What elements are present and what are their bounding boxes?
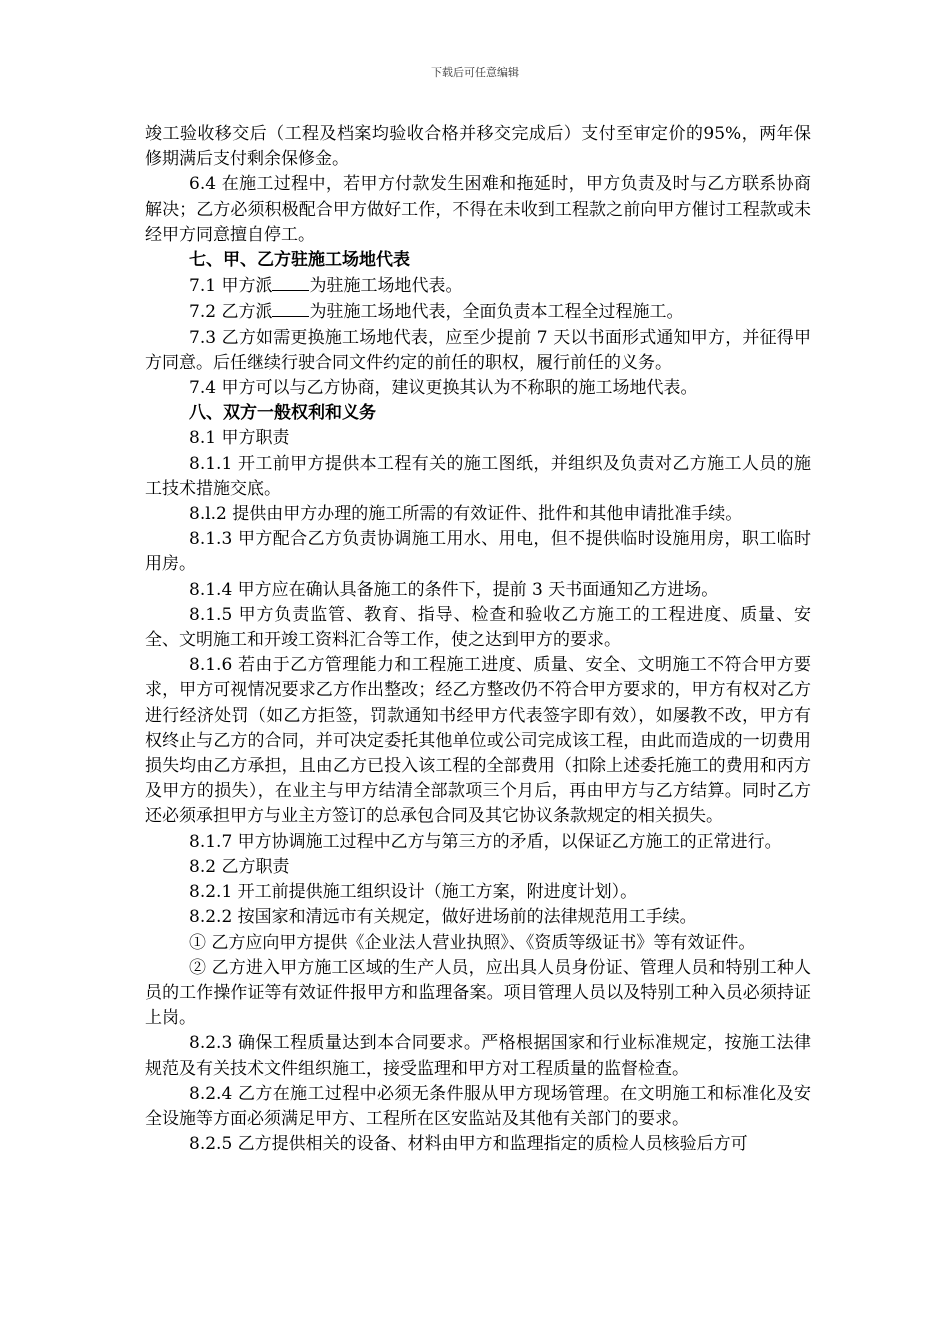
paragraph: ② 乙方进入甲方施工区域的生产人员，应出具人员身份证、管理人员和特别工种人员的工作操作证等有效证件报甲方和监理备案。项目管理人员以及特别工种入员必须持证上岗。	[145, 957, 811, 1029]
paragraph-with-blank	[145, 273, 811, 299]
paragraph: 8.2.3 确保工程质量达到本合同要求。严格根据国家和行业标准规定，按施工法律规范及有关技术文件组织施工，接受监理和甲方对工程质量的监督检查。	[145, 1033, 811, 1079]
paragraph: 8.2.4 乙方在施工过程中必须无条件服从甲方现场管理。在文明施工和标准化及安全设施等方面必须满足甲方、工程所在区安监站及其他有关部门的要求。	[145, 1083, 811, 1129]
paragraph-text-after-blank: 为驻施工场地代表，全面负责本工程全过程施工。	[309, 302, 684, 323]
paragraph-text-before-blank: 7.1 甲方派	[189, 276, 273, 297]
paragraph: 8.1.5 甲方负责监管、教育、指导、检查和验收乙方施工的工程进度、质量、安全、文明施工和开竣工资料汇合等工作，使之达到甲方的要求。	[145, 604, 811, 651]
subsection-heading: 8.1 甲方职责	[189, 428, 290, 449]
page-header: 下载后可任意编辑	[431, 66, 519, 79]
paragraph-text-before-blank: 7.2 乙方派	[189, 302, 273, 323]
paragraph: 7.3 乙方如需更换施工场地代表，应至少提前 7 天以书面形式通知甲方，并征得甲方同意。后任继续行驶合同文件约定的前任的职权，履行前任的义务。	[145, 327, 811, 373]
paragraph: 8.2.1 开工前提供施工组织设计（施工方案，附进度计划）。	[189, 882, 638, 903]
subsection-heading: 8.2 乙方职责	[189, 856, 290, 877]
paragraph: 7.4 甲方可以与乙方协商，建议更换其认为不称职的施工场地代表。	[189, 378, 698, 399]
paragraph: ① 乙方应向甲方提供《企业法人营业执照》、《资质等级证书》等有效证件。	[189, 932, 756, 953]
paragraph: 6.4 在施工过程中，若甲方付款发生困难和拖延时，甲方负责及时与乙方联系协商解决；乙方必须积极配合甲方做好工作，不得在未收到工程款之前向甲方催讨工程款或未经甲方同意擅自停工。	[145, 174, 811, 245]
document-body	[145, 122, 811, 1157]
paragraph: 8.l.2 提供由甲方办理的施工所需的有效证件、批件和其他申请批准手续。	[189, 504, 743, 525]
paragraph: 8.2.5 乙方提供相关的设备、材料由甲方和监理指定的质检人员核验后方可	[189, 1134, 748, 1155]
paragraph-text-after-blank: 为驻施工场地代表。	[309, 276, 463, 297]
paragraph: 8.2.2 按国家和清远市有关规定，做好进场前的法律规范用工手续。	[189, 907, 697, 928]
paragraph: 8.1.1 开工前甲方提供本工程有关的施工图纸，并组织及负责对乙方施工人员的施工技术措施交底。	[145, 453, 811, 499]
fill-in-blank	[272, 299, 309, 317]
section-heading: 七、甲、乙方驻施工场地代表	[189, 250, 410, 271]
section-heading: 八、双方一般权利和义务	[189, 403, 376, 424]
paragraph: 8.1.3 甲方配合乙方负责协调施工用水、用电，但不提供临时设施用房，职工临时用房。	[145, 529, 811, 575]
paragraph-with-blank	[145, 299, 811, 325]
paragraph: 8.1.7 甲方协调施工过程中乙方与第三方的矛盾，以保证乙方施工的正常进行。	[189, 831, 782, 852]
paragraph: 8.1.4 甲方应在确认具备施工的条件下，提前 3 天书面通知乙方进场。	[189, 579, 719, 600]
paragraph: 8.1.6 若由于乙方管理能力和工程施工进度、质量、安全、文明施工不符合甲方要求，甲方可视情况要求乙方作出整改；经乙方整改仍不符合甲方要求的，甲方有权对乙方进行经济处罚（如乙方拒签，罚款通知书经甲方代表签字即有效），如屡教不改，甲方有权终止与乙方的合同，并可决定委托其他单位或公司完成该工程，由此而造成的一切费用损失均由乙方承担，且由乙方已投入该工程的全部费用（扣除上述委托施工的费用和丙方及甲方的损失），在业主与甲方结清全部款项三个月后，再由甲方与乙方结算。同时乙方还必须承担甲方与业主方签订的总承包合同及其它协议条款规定的相关损失。	[145, 655, 811, 827]
fill-in-blank	[272, 273, 309, 291]
paragraph: 竣工验收移交后（工程及档案均验收合格并移交完成后）支付至审定价的95%，两年保修期满后支付剩余保修金。	[145, 124, 811, 170]
